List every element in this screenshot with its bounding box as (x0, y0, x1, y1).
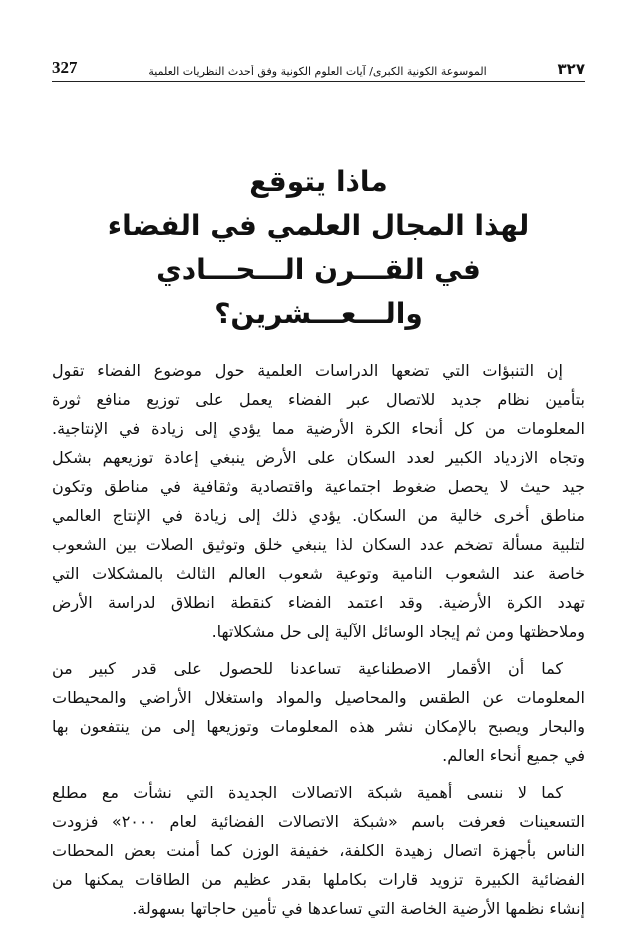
text-line: الناس بأجهزة اتصال زهيدة الكلفة، خفيفة الوزن كما أمنت بعض المحطات (52, 841, 585, 860)
title-line: لهذا المجال العلمي في الفضاء (107, 209, 530, 242)
text-line: بتأمين نظام جديد للاتصال عبر الفضاء يعمل على توزيع منافع ثورة (52, 390, 585, 409)
text-line: وملاحظتها ومن ثم إيجاد الوسائل الآلية إلى حل مشكلاتها. (211, 622, 585, 641)
chapter-title (52, 160, 585, 336)
title-line: ماذا يتوقع (249, 165, 388, 198)
page-header (52, 52, 585, 82)
text-line: خاصة عند الشعوب النامية وتوعية شعوب العالم الثالث بالمشكلات التي (52, 564, 585, 583)
text-line: وتجاه الازدياد الكبير لعدد السكان على الأرض ينبغي إعادة توزيعهم بشكل (52, 448, 585, 467)
running-title: الموسوعة الكونية الكبرى/ آيات العلوم الكونية وفق أحدث النظريات العلمية (148, 65, 487, 78)
paragraph-1 (52, 356, 585, 646)
text-line: جيد حيث لا يحصل ضغوط اجتماعية واقتصادية وثقافية في مناطق وتكون (52, 477, 585, 496)
text-line: مناطق أخرى خالية من السكان. يؤدي ذلك إلى زيادة في الإنتاج العالمي (52, 506, 585, 525)
text-line: المعلومات عن الطقس والمحاصيل والمواد واستغلال الأراضي والمحيطات (52, 688, 585, 707)
text-line: المعلومات من كل أنحاء الكرة الأرضية مما يؤدي إلى زيادة في الإنتاجية. (52, 419, 585, 438)
text-line: في جميع أنحاء العالم. (442, 746, 585, 765)
text-line: الفضائية الكبيرة تزويد قارات بكاملها بقدر عظيم من الطاقات يمكنها من (52, 870, 585, 889)
text-line: والبحار ويصبح بالإمكان نشر هذه المعلومات وتوزيعها إلى من ينتفعون بها (52, 717, 585, 736)
paragraph-2 (52, 654, 585, 770)
paragraph-3 (52, 778, 585, 923)
text-line: إنشاء نظمها الأرضية الخاصة التي تساعدها في تأمين حاجاتها بسهولة. (132, 899, 585, 918)
title-line: في القـــرن الـــحـــادي والـــعـــشرين؟ (156, 253, 481, 330)
text-line: تهدد الكرة الأرضية. وقد اعتمد الفضاء كنقطة انطلاق لدراسة الأرض (52, 593, 585, 612)
text-line: إن التنبؤات التي تضعها الدراسات العلمية حول موضوع الفضاء تقول (52, 361, 563, 380)
text-line: التسعينات فعرفت باسم «شبكة الاتصالات الفضائية لعام ٢٠٠٠» فزودت (52, 812, 586, 831)
text-line: لتلبية مسألة تضخم عدد السكان لذا ينبغي خلق وتوثيق الصلات بين الشعوب (52, 535, 585, 554)
text-line: كما لا ننسى أهمية شبكة الاتصالات الجديدة التي نشأت مع مطلع (52, 783, 563, 802)
page-number-latin: 327 (52, 58, 78, 77)
text-line: كما أن الأقمار الاصطناعية تساعدنا للحصول على قدر كبير من (52, 659, 563, 678)
page-number-arabic: ٣٢٧ (557, 60, 585, 78)
